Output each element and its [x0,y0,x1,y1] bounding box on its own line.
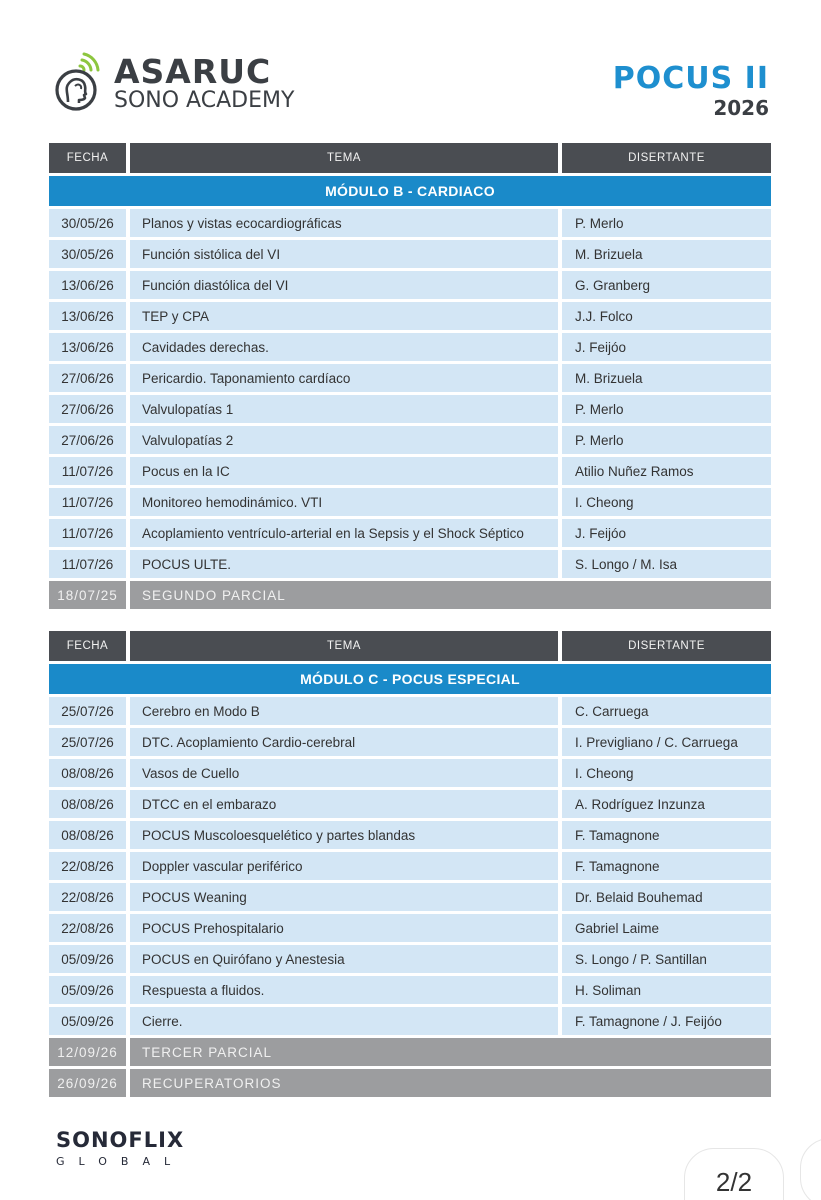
page-number: 2/2 [684,1148,784,1200]
table-row [49,519,771,550]
cell-disertante: M. Brizuela [562,364,771,392]
cell-fecha: 22/08/26 [49,883,126,911]
cell-disertante: J.J. Folco [562,302,771,330]
cell-tema: Función sistólica del VI [130,240,558,268]
cell-fecha: 05/09/26 [49,945,126,973]
cell-tema: SEGUNDO PARCIAL [130,581,771,609]
table-row [49,1007,771,1038]
cell-disertante: F. Tamagnone [562,852,771,880]
asaruc-logo [52,52,294,114]
cell-fecha: 12/09/26 [49,1038,126,1066]
cell-fecha: 11/07/26 [49,488,126,516]
table-row [49,914,771,945]
cell-fecha: 13/06/26 [49,333,126,361]
cell-fecha: 27/06/26 [49,426,126,454]
course-badge [612,61,769,120]
cell-disertante: F. Tamagnone / J. Feijóo [562,1007,771,1035]
sonoflix-wordmark: SONOFLIX [56,1128,185,1152]
table-row [49,852,771,883]
table-row [49,883,771,914]
cell-tema: POCUS Prehospitalario [130,914,558,942]
cell-disertante: M. Brizuela [562,240,771,268]
cell-disertante: Atilio Nuñez Ramos [562,457,771,485]
table-row [49,364,771,395]
column-header-fecha: FECHA [49,631,126,661]
table-row [49,790,771,821]
cell-fecha: 13/06/26 [49,271,126,299]
cell-fecha: 26/09/26 [49,1069,126,1097]
cell-fecha: 27/06/26 [49,395,126,423]
cell-disertante: P. Merlo [562,209,771,237]
cell-fecha: 25/07/26 [49,697,126,725]
table-row [49,821,771,852]
cell-tema: Cierre. [130,1007,558,1035]
cell-tema: Acoplamiento ventrículo-arterial en la Sepsis y el Shock Séptico [130,519,558,547]
cell-fecha: 18/07/25 [49,581,126,609]
table-row [49,209,771,240]
ultrasound-head-icon [52,52,108,114]
table-row [49,395,771,426]
sonoflix-global: GLOBAL [56,1155,185,1168]
page-curl-decoration [800,1138,821,1200]
course-title: POCUS II [612,61,769,96]
cell-fecha: 22/08/26 [49,852,126,880]
cell-tema: Monitoreo hemodinámico. VTI [130,488,558,516]
cell-disertante: C. Carruega [562,697,771,725]
cell-tema: Función diastólica del VI [130,271,558,299]
cell-tema: TERCER PARCIAL [130,1038,771,1066]
table-row [49,728,771,759]
column-header-disertante: DISERTANTE [562,143,771,173]
cell-disertante: F. Tamagnone [562,821,771,849]
cell-fecha: 22/08/26 [49,914,126,942]
table-row [49,333,771,364]
schedule-table-module-c [49,631,771,1100]
table-row [49,550,771,581]
cell-disertante: P. Merlo [562,426,771,454]
cell-tema: DTC. Acoplamiento Cardio-cerebral [130,728,558,756]
cell-tema: Valvulopatías 1 [130,395,558,423]
schedule-table-module-b [49,143,771,612]
exam-row [49,1069,771,1100]
cell-disertante: G. Granberg [562,271,771,299]
cell-fecha: 05/09/26 [49,1007,126,1035]
cell-fecha: 25/07/26 [49,728,126,756]
cell-disertante: Gabriel Laime [562,914,771,942]
cell-disertante: S. Longo / M. Isa [562,550,771,578]
cell-fecha: 13/06/26 [49,302,126,330]
cell-disertante: I. Cheong [562,759,771,787]
cell-disertante: P. Merlo [562,395,771,423]
cell-fecha: 11/07/26 [49,550,126,578]
exam-row [49,1038,771,1069]
cell-disertante: A. Rodríguez Inzunza [562,790,771,818]
module-title: MÓDULO C - POCUS ESPECIAL [49,664,771,694]
table-row [49,488,771,519]
table-row [49,976,771,1007]
table-row [49,240,771,271]
cell-tema: Valvulopatías 2 [130,426,558,454]
cell-fecha: 11/07/26 [49,457,126,485]
sonoflix-logo [56,1128,184,1168]
cell-tema: DTCC en el embarazo [130,790,558,818]
cell-tema: Pocus en la IC [130,457,558,485]
cell-tema: RECUPERATORIOS [130,1069,771,1097]
cell-fecha: 08/08/26 [49,759,126,787]
cell-disertante: S. Longo / P. Santillan [562,945,771,973]
cell-tema: Pericardio. Taponamiento cardíaco [130,364,558,392]
table-row [49,271,771,302]
cell-disertante: H. Soliman [562,976,771,1004]
column-header-fecha: FECHA [49,143,126,173]
module-title: MÓDULO B - CARDIACO [49,176,771,206]
cell-tema: Doppler vascular periférico [130,852,558,880]
cell-tema: Respuesta a fluidos. [130,976,558,1004]
cell-disertante: J. Feijóo [562,519,771,547]
course-year: 2026 [713,96,769,120]
column-header-disertante: DISERTANTE [562,631,771,661]
table-row [49,945,771,976]
cell-fecha: 08/08/26 [49,821,126,849]
cell-tema: TEP y CPA [130,302,558,330]
cell-fecha: 11/07/26 [49,519,126,547]
exam-row [49,581,771,612]
table-row [49,426,771,457]
cell-tema: Planos y vistas ecocardiográficas [130,209,558,237]
cell-tema: Cerebro en Modo B [130,697,558,725]
column-header-tema: TEMA [130,631,558,661]
table-header [49,631,771,661]
brand-subtitle: SONO ACADEMY [114,87,295,113]
cell-tema: POCUS Weaning [130,883,558,911]
table-row [49,697,771,728]
cell-tema: Cavidades derechas. [130,333,558,361]
cell-tema: Vasos de Cuello [130,759,558,787]
brand-title: ASARUC [114,51,272,91]
cell-fecha: 27/06/26 [49,364,126,392]
cell-tema: POCUS Muscoloesquelético y partes blandas [130,821,558,849]
cell-disertante: J. Feijóo [562,333,771,361]
cell-fecha: 08/08/26 [49,790,126,818]
table-row [49,759,771,790]
cell-fecha: 05/09/26 [49,976,126,1004]
column-header-tema: TEMA [130,143,558,173]
cell-disertante: I. Previgliano / C. Carruega [562,728,771,756]
table-row [49,302,771,333]
table-header [49,143,771,173]
cell-disertante: Dr. Belaid Bouhemad [562,883,771,911]
cell-fecha: 30/05/26 [49,209,126,237]
cell-fecha: 30/05/26 [49,240,126,268]
table-row [49,457,771,488]
cell-tema: POCUS en Quirófano y Anestesia [130,945,558,973]
cell-disertante: I. Cheong [562,488,771,516]
cell-tema: POCUS ULTE. [130,550,558,578]
